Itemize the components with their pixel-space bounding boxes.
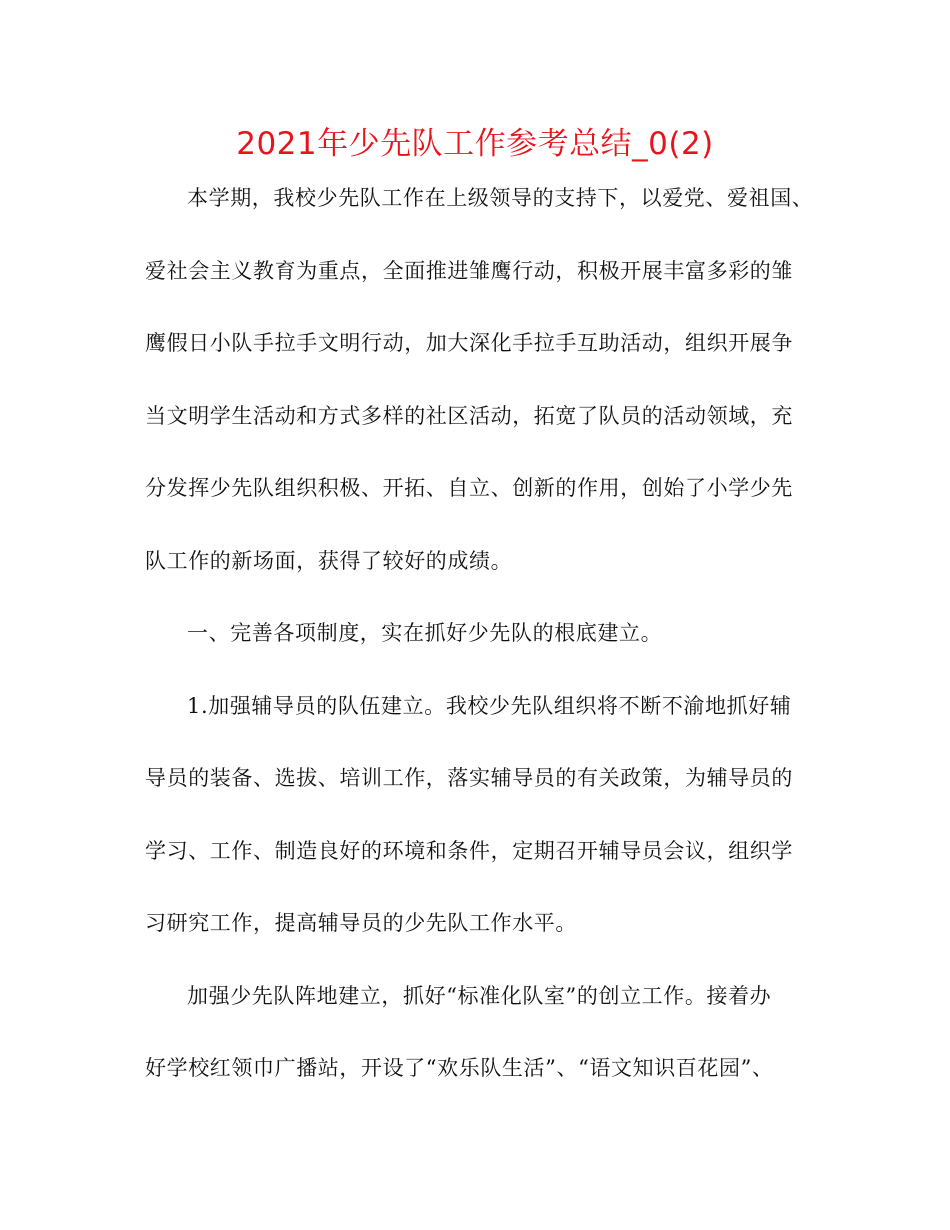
paragraph-line: 鹰假日小队手拉手文明行动，加大深化手拉手互助活动，组织开展争 (145, 331, 793, 355)
paragraph-line: 本学期，我校少先队工作在上级领导的支持下，以爱党、爱祖国、 (187, 186, 814, 210)
paragraph-line: 当文明学生活动和方式多样的社区活动，拓宽了队员的活动领域，充 (145, 403, 793, 428)
paragraph-line: 加强少先队阵地建立，抓好“标准化队室”的创立工作。接着办 (187, 983, 772, 1008)
paragraph-line: 好学校红领巾广播站，开设了“欢乐队生活”、“语文知识百花园”、 (145, 1056, 774, 1080)
paragraph-line: 习研究工作，提高辅导员的少先队工作水平。 (145, 911, 577, 935)
paragraph-line: 1.加强辅导员的队伍建立。我校少先队组织将不断不渝地抓好辅 (187, 693, 792, 718)
document-body (145, 176, 815, 1119)
paragraph-line: 分发挥少先队组织积极、开拓、自立、创新的作用，创始了小学少先 (145, 476, 793, 500)
document-title: 2021年少先队工作参考总结_0(2) (236, 126, 714, 162)
paragraph-line: 学习、工作、制造良好的环境和条件，定期召开辅导员会议，组织学 (145, 838, 793, 863)
paragraph-line: 导员的装备、选拔、培训工作，落实辅导员的有关政策，为辅导员的 (145, 766, 793, 790)
section-heading: 一、完善各项制度，实在抓好少先队的根底建立。 (187, 621, 663, 645)
paragraph-line: 队工作的新场面，获得了较好的成绩。 (145, 548, 513, 573)
paragraph-line: 爱社会主义教育为重点，全面推进雏鹰行动，积极开展丰富多彩的雏 (145, 258, 793, 283)
